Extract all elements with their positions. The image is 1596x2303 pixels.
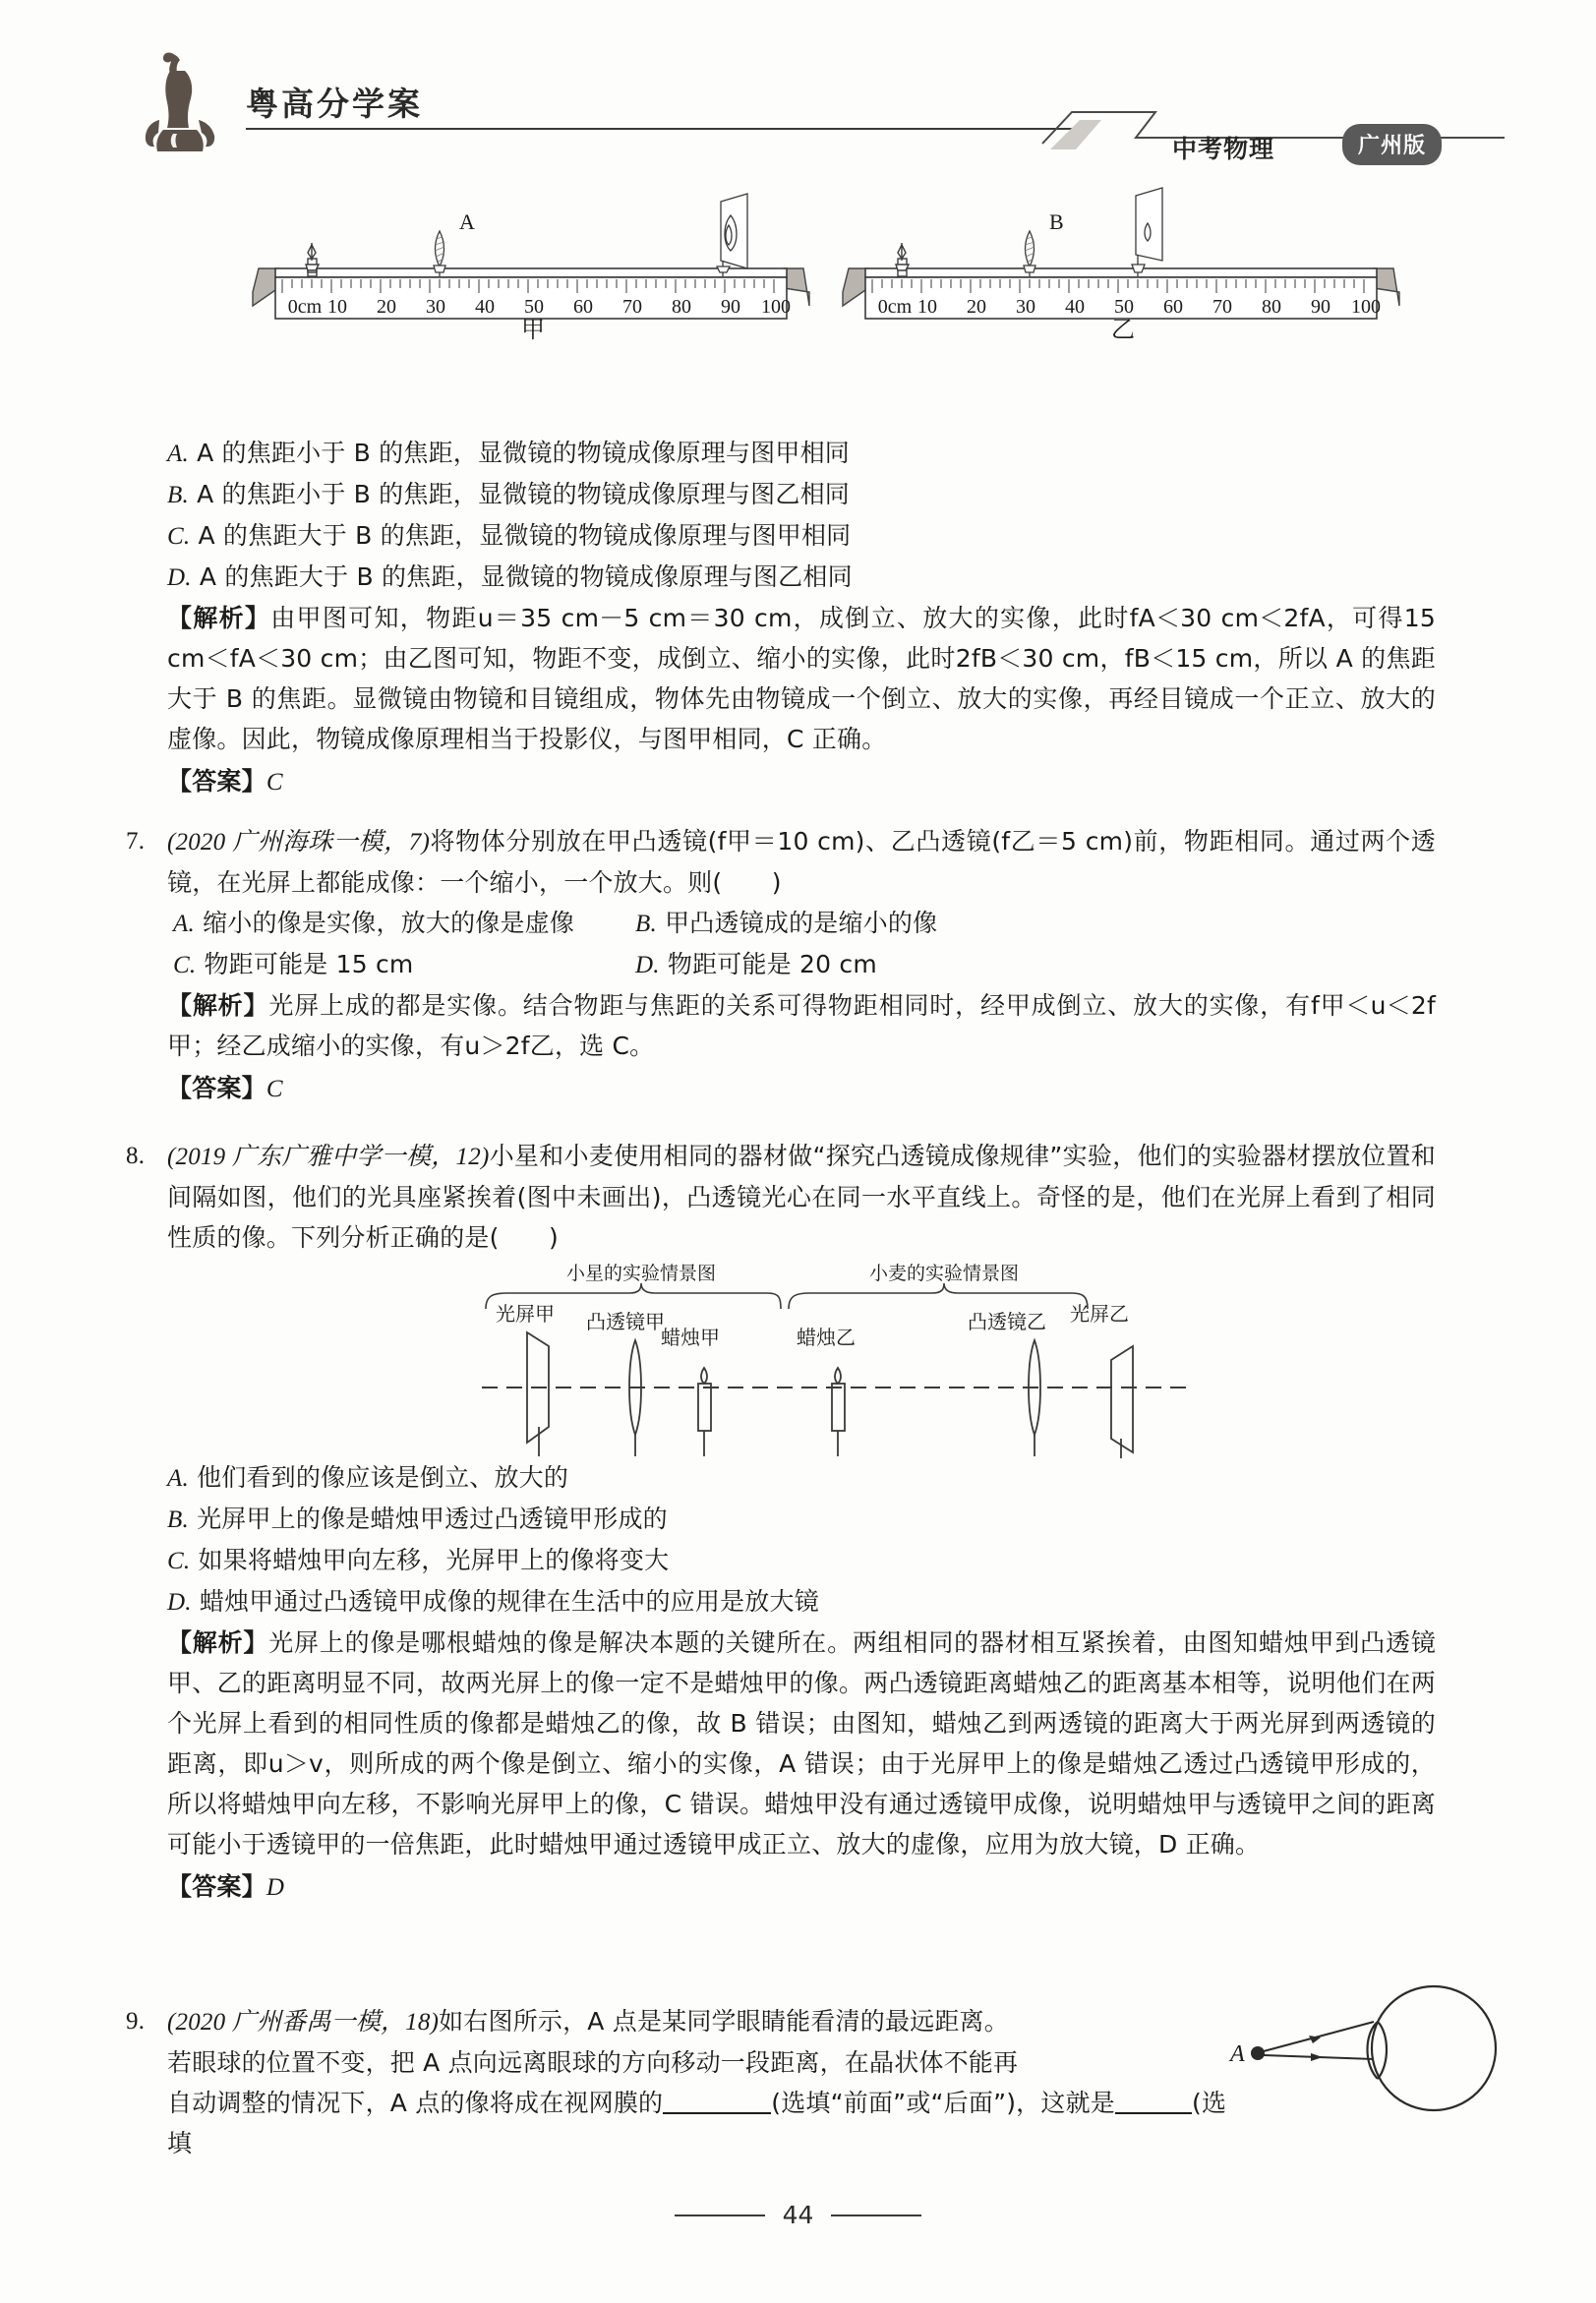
candle-yi	[832, 1368, 845, 1456]
lens-yi	[1029, 1340, 1040, 1456]
option-cell	[635, 944, 1097, 985]
group-label-xiaoxing: 小星的实验情景图	[565, 1263, 717, 1284]
label-lazhu-yi: 蜡烛乙	[797, 1326, 856, 1349]
option-letter: D.	[635, 952, 660, 978]
option-text: 他们看到的像应该是倒立、放大的	[197, 1463, 569, 1492]
svg-text:0cm: 0cm	[877, 296, 913, 318]
page-header	[0, 39, 1596, 163]
option-row	[167, 1457, 1436, 1499]
point-label-a: A	[1230, 2041, 1245, 2067]
question-line-3-part2: (选填“前面”或“后面”)，这就是	[771, 2089, 1115, 2117]
question-number: 9.	[126, 2008, 146, 2035]
option-row	[167, 515, 1436, 557]
brand-title: 粤高分学案	[246, 85, 423, 123]
candle-jia	[698, 1368, 711, 1456]
explanation-text: 光屏上成的都是实像。结合物距与焦距的关系可得物距相同时，经甲成倒立、放大的实像，有f甲＜u＜2f甲；经乙成缩小的实像，有u＞2f乙，选 C。	[167, 991, 1436, 1060]
svg-text:20: 20	[967, 296, 986, 318]
svg-text:70: 70	[1212, 296, 1232, 318]
option-cell	[635, 903, 1097, 944]
question-body	[167, 821, 1436, 903]
question-line-2: 若眼球的位置不变，把 A 点向远离眼球的方向移动一段距离，在晶状体不能再	[167, 2048, 1019, 2077]
question-9-block	[126, 2001, 1237, 2163]
answer-line	[167, 1068, 1436, 1109]
option-row	[167, 433, 1436, 474]
label-guangping-yi: 光屏乙	[1070, 1302, 1129, 1326]
option-letter: A.	[167, 441, 189, 467]
answer-value: C	[266, 1076, 283, 1102]
option-text: 缩小的像是实像，放大的像是虚像	[203, 909, 575, 937]
question-line-3	[167, 2083, 1237, 2163]
question-body	[167, 2001, 1237, 2042]
label-tutoujing-yi: 凸透镜乙	[968, 1310, 1046, 1333]
screen-jia	[527, 1332, 549, 1456]
option-letter: B.	[167, 1506, 189, 1533]
footer-rule-right	[831, 2214, 921, 2216]
option-text: A 的焦距小于 B 的焦距，显微镜的物镜成像原理与图甲相同	[197, 439, 850, 467]
option-row	[167, 474, 1436, 515]
figure-optical-bench-yi	[841, 182, 1401, 318]
svg-text:70: 70	[622, 296, 642, 318]
option-row-pair	[173, 944, 1436, 985]
figure-eye-ray-diagram	[1224, 1994, 1588, 2127]
option-row-pair	[173, 903, 1436, 944]
question-stem-text: 小星和小麦使用相同的器材做“探究凸透镜成像规律”实验，他们的实验器材摆放位置和间隔如图，他们的光具座紧挨着(图中未画出)，凸透镜光心在同一水平直线上。奇怪的是，他们在光屏上看到了相同性质的像。下列分析正确的是( )	[167, 1142, 1436, 1252]
subject-title: 中考物理	[1172, 135, 1275, 163]
question-line-3-part3: (选填	[167, 2089, 1227, 2157]
answer-value: C	[266, 769, 283, 796]
lens-label-b: B	[1049, 209, 1064, 234]
lens-jia	[629, 1340, 641, 1456]
ray-arrow-lower	[1311, 2053, 1323, 2061]
answer-tag: 【答案】	[167, 1872, 266, 1901]
question-source: (2019 广东广雅中学一模，12)	[167, 1144, 490, 1170]
option-text: 物距可能是 20 cm	[667, 950, 877, 978]
explanation-text: 光屏上的像是哪根蜡烛的像是解决本题的关键所在。两组相同的器材相互紧挨着，由图知蜡烛甲到凸透镜甲、乙的距离明显不同，故两光屏上的像一定不是蜡烛甲的像。两凸透镜距离蜡烛乙的距离基本相等，说明他们在两个光屏上看到的相同性质的像都是蜡烛乙的像，故 B 错误；由图知，蜡烛乙到两透镜的距离大于两光屏到两透镜的距离，即u＞v，则所成的两个像是倒立、缩小的实像，A 错误；由于光屏甲上的像是蜡烛乙透过凸透镜甲形成的，所以将蜡烛甲向左移，不影响光屏甲上的像，C 错误。蜡烛甲没有通过透镜甲成像，说明蜡烛甲与透镜甲之间的距离可能小于透镜甲的一倍焦距，此时蜡烛甲通过透镜甲成正立、放大的虚像，应用为放大镜，D 正确。	[167, 1628, 1436, 1859]
figure-caption-yi: 乙	[1111, 316, 1135, 343]
answer-tag: 【答案】	[167, 1074, 266, 1102]
question-6-options-block	[167, 433, 1436, 802]
point-a-marker	[1251, 2046, 1265, 2060]
question-8-stem	[126, 1136, 1436, 1258]
lens-arc	[1378, 2022, 1387, 2079]
svg-text:80: 80	[1262, 296, 1281, 318]
label-lazhu-jia: 蜡烛甲	[661, 1326, 720, 1349]
option-text: 如果将蜡烛甲向左移，光屏甲上的像将变大	[198, 1546, 670, 1574]
option-cell	[173, 944, 635, 985]
question-number: 8.	[126, 1143, 146, 1169]
option-text: 物距可能是 15 cm	[204, 950, 414, 978]
screen-yi	[1111, 1346, 1133, 1458]
eyeball-outline	[1372, 1986, 1496, 2110]
question-source: (2020 广州海珠一模，7)	[167, 829, 431, 856]
explanation-paragraph	[167, 985, 1436, 1066]
blank-field-1[interactable]	[663, 2112, 771, 2114]
svg-text:40: 40	[475, 296, 495, 318]
question-9-stem	[126, 2001, 1237, 2042]
question-stem-text: 将物体分别放在甲凸透镜(f甲＝10 cm)、乙凸透镜(f乙＝5 cm)前，物距相同。通过两个透镜，在光屏上都能成像：一个缩小，一个放大。则( )	[167, 827, 1436, 897]
question-body	[167, 1136, 1436, 1258]
svg-text:90: 90	[1311, 296, 1330, 318]
svg-text:10: 10	[327, 296, 347, 318]
question-8-options-block	[167, 1457, 1436, 1908]
option-letter: A.	[167, 1465, 189, 1492]
option-row	[167, 1499, 1436, 1540]
option-row	[167, 1581, 1436, 1623]
option-cell	[173, 903, 635, 944]
option-letter: D.	[167, 1589, 192, 1616]
option-text: 甲凸透镜成的是缩小的像	[665, 909, 938, 937]
label-tutoujing-jia: 凸透镜甲	[586, 1310, 665, 1333]
svg-text:20: 20	[377, 296, 396, 318]
question-8-stem-block	[126, 1136, 1436, 1258]
header-divider	[246, 128, 1082, 130]
svg-text:60: 60	[573, 296, 593, 318]
lens-label-a: A	[459, 209, 475, 234]
option-text: A 的焦距小于 B 的焦距，显微镜的物镜成像原理与图乙相同	[197, 480, 850, 508]
footer-rule-left	[675, 2214, 765, 2216]
question-7-stem	[126, 821, 1436, 903]
answer-line	[167, 761, 1436, 802]
svg-text:30: 30	[426, 296, 445, 318]
five-rams-statue-icon	[138, 47, 226, 153]
svg-text:50: 50	[524, 296, 544, 318]
edition-badge: 广州版	[1342, 124, 1442, 165]
option-text: 光屏甲上的像是蜡烛甲透过凸透镜甲形成的	[197, 1505, 668, 1533]
option-letter: A.	[173, 911, 195, 937]
question-7-block	[126, 821, 1436, 1109]
blank-field-2[interactable]	[1115, 2112, 1192, 2114]
svg-text:10: 10	[917, 296, 937, 318]
option-row	[167, 1540, 1436, 1581]
page-number: 44	[782, 2201, 814, 2229]
svg-text:100: 100	[761, 296, 791, 318]
option-row	[167, 557, 1436, 598]
answer-value: D	[266, 1874, 285, 1901]
group-label-xiaomai: 小麦的实验情景图	[868, 1263, 1020, 1284]
svg-text:90: 90	[721, 296, 740, 318]
question-line-1: 如右图所示，A 点是某同学眼睛能看清的最远距离。	[439, 2007, 1009, 2036]
option-text: A 的焦距大于 B 的焦距，显微镜的物镜成像原理与图甲相同	[198, 521, 852, 550]
label-guangping-jia: 光屏甲	[496, 1302, 555, 1326]
figure-two-optical-setups	[472, 1264, 1200, 1465]
brace-right	[789, 1283, 1088, 1309]
option-letter: B.	[635, 911, 657, 937]
explanation-tag: 【解析】	[167, 991, 269, 1020]
explanation-text: 由甲图可知，物距u＝35 cm－5 cm＝30 cm，成倒立、放大的实像，此时fA＜30 cm＜2fA，可得15 cm＜fA＜30 cm；由乙图可知，物距不变，成倒立、缩小的实像，此时2fB＜30 cm，fB＜15 cm，所以 A 的焦距大于 B 的焦距。显微镜由物镜和目镜组成，物体先由物镜成一个倒立、放大的实像，再经目镜成一个正立、放大的虚像。因此，物镜成像原理相当于投影仪，与图甲相同，C 正确。	[167, 604, 1436, 753]
svg-text:0cm: 0cm	[287, 296, 323, 318]
figure-optical-bench-jia	[251, 182, 811, 318]
option-letter: C.	[167, 523, 191, 550]
question-number: 7.	[126, 828, 146, 855]
svg-text:80: 80	[672, 296, 691, 318]
svg-text:100: 100	[1351, 296, 1381, 318]
option-text: A 的焦距大于 B 的焦距，显微镜的物镜成像原理与图乙相同	[199, 562, 853, 591]
option-letter: C.	[173, 952, 197, 978]
question-source: (2020 广州番禺一模，18)	[167, 2009, 440, 2036]
option-letter: B.	[167, 482, 189, 508]
explanation-tag: 【解析】	[167, 604, 271, 632]
answer-tag: 【答案】	[167, 767, 266, 796]
svg-text:40: 40	[1065, 296, 1085, 318]
question-line-3-part1: 自动调整的情况下，A 点的像将成在视网膜的	[167, 2089, 664, 2117]
explanation-paragraph	[167, 598, 1436, 759]
explanation-tag: 【解析】	[167, 1628, 269, 1657]
explanation-paragraph	[167, 1623, 1436, 1864]
svg-text:30: 30	[1016, 296, 1035, 318]
figure-caption-jia: 甲	[521, 316, 545, 343]
answer-line	[167, 1866, 1436, 1908]
svg-text:50: 50	[1114, 296, 1134, 318]
option-letter: D.	[167, 564, 192, 591]
page-footer	[0, 2201, 1596, 2229]
ray-upper	[1264, 2022, 1374, 2051]
option-text: 蜡烛甲通过凸透镜甲成像的规律在生活中的应用是放大镜	[199, 1587, 819, 1616]
svg-text:60: 60	[1163, 296, 1183, 318]
option-letter: C.	[167, 1548, 191, 1574]
